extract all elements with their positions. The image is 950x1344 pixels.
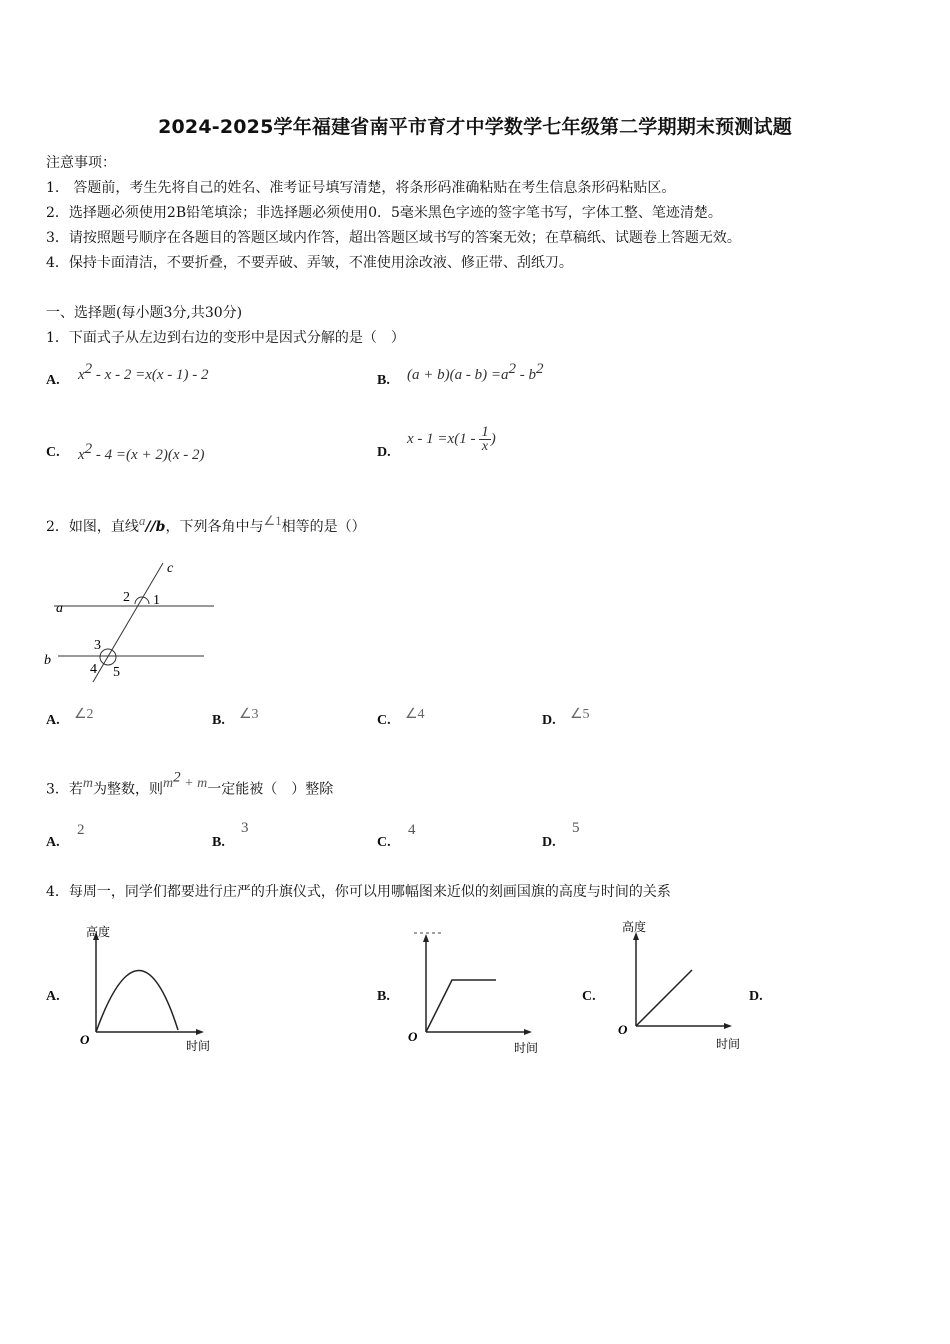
q4-graph-c — [612, 916, 760, 1056]
y-axis-label: 高度 — [86, 925, 111, 939]
notice-item: 3．请按照题号顺序在各题目的答题区域内作答，超出答题区域书写的答案无效；在草稿纸、试题卷上答题无效。 — [46, 230, 741, 246]
q3-option-b-value: 3 — [241, 820, 249, 836]
notice-item: 4．保持卡面清洁，不要折叠，不要弄破、弄皱，不准使用涂改液、修正带、刮纸刀。 — [46, 255, 573, 271]
section-heading: 一、选择题(每小题3分,共30分) — [46, 305, 243, 321]
q3-option-c-value: 4 — [408, 822, 416, 838]
notice-item: 1. 答题前，考生先将自己的姓名、准考证号填写清楚，将条形码准确粘贴在考生信息条形码粘贴区。 — [46, 180, 676, 196]
q4-graph-a — [74, 918, 224, 1056]
label-3: 3 — [94, 638, 101, 653]
x-axis-label: 时间 — [514, 1041, 539, 1055]
label-b: b — [44, 653, 51, 668]
q3-option-d-label[interactable]: D. — [542, 835, 556, 850]
curve-arch — [96, 970, 178, 1032]
q1-option-c-formula: $x^2 - 4 =(x + 2)(x - 2)$ — [78, 441, 205, 463]
label-4: 4 — [90, 662, 97, 677]
q4-option-c-label[interactable]: C. — [582, 989, 596, 1004]
origin-label: O — [408, 1029, 418, 1044]
x-axis-label: 时间 — [716, 1037, 741, 1051]
q1-option-a-label[interactable]: A. — [46, 373, 60, 388]
label-2: 2 — [123, 590, 130, 605]
q1-option-d-label[interactable]: D. — [377, 445, 391, 460]
q2-option-a-value: ∠2 — [74, 707, 94, 722]
q4-option-d-label[interactable]: D. — [749, 989, 763, 1004]
q2-option-b-value: ∠3 — [239, 707, 259, 722]
q1-option-a-formula: $x^2 - x - 2 =x(x - 1) - 2$ — [78, 361, 209, 383]
q3-option-a-value: 2 — [77, 822, 85, 838]
origin-label: O — [618, 1022, 628, 1037]
q3-option-c-label[interactable]: C. — [377, 835, 391, 850]
q2-option-d-label[interactable]: D. — [542, 713, 556, 728]
x-axis-label: 时间 — [186, 1039, 211, 1053]
y-axis-label: 高度 — [622, 920, 647, 934]
curve-rise-then-flat — [426, 980, 496, 1032]
notice-heading: 注意事项： — [46, 155, 116, 171]
label-5: 5 — [113, 665, 120, 680]
q1-option-d-formula: x - 1 =x(1 - $\frac{1}{x}$ ) — [407, 424, 496, 454]
question-1-stem: 1．下面式子从左边到右边的变形中是因式分解的是（ ） — [46, 330, 405, 346]
q2-option-a-label[interactable]: A. — [46, 713, 60, 728]
curve-linear — [636, 970, 692, 1026]
q4-graph-b — [400, 924, 552, 1058]
notice-item: 2．选择题必须使用2B铅笔填涂；非选择题必须使用0．5毫米黑色字迹的签字笔书写，字体工整、笔迹清楚。 — [46, 205, 722, 221]
q3-option-b-label[interactable]: B. — [212, 835, 225, 850]
q4-option-a-label[interactable]: A. — [46, 989, 60, 1004]
origin-label: O — [80, 1032, 90, 1047]
q2-option-d-value: ∠5 — [570, 707, 590, 722]
page-title: 2024-2025学年福建省南平市育才中学数学七年级第二学期期末预测试题 — [158, 116, 792, 138]
q1-option-b-formula: $(a + b)(a - b) =a^2 - b^2$ — [407, 361, 544, 383]
q2-option-c-label[interactable]: C. — [377, 713, 391, 728]
q2-option-b-label[interactable]: B. — [212, 713, 225, 728]
label-c: c — [167, 561, 174, 576]
label-a: a — [56, 601, 63, 616]
question-4-stem: 4．每周一，同学们都要进行庄严的升旗仪式，你可以用哪幅图来近似的刻画国旗的高度与时间的关系 — [46, 884, 671, 900]
q4-option-b-label[interactable]: B. — [377, 989, 390, 1004]
question-3-stem: 3．若m为整数，则$m^2 + m$一定能被（ ）整除 — [46, 769, 334, 798]
q1-option-c-label[interactable]: C. — [46, 445, 60, 460]
q3-option-d-value: 5 — [572, 820, 580, 836]
parallel-lines-figure — [40, 556, 230, 686]
q3-option-a-label[interactable]: A. — [46, 835, 60, 850]
label-1: 1 — [153, 593, 160, 608]
q1-option-b-label[interactable]: B. — [377, 373, 390, 388]
q2-option-c-value: ∠4 — [405, 707, 425, 722]
question-2-stem: 2．如图，直线a//b，下列各角中与∠1相等的是（） — [46, 513, 366, 535]
